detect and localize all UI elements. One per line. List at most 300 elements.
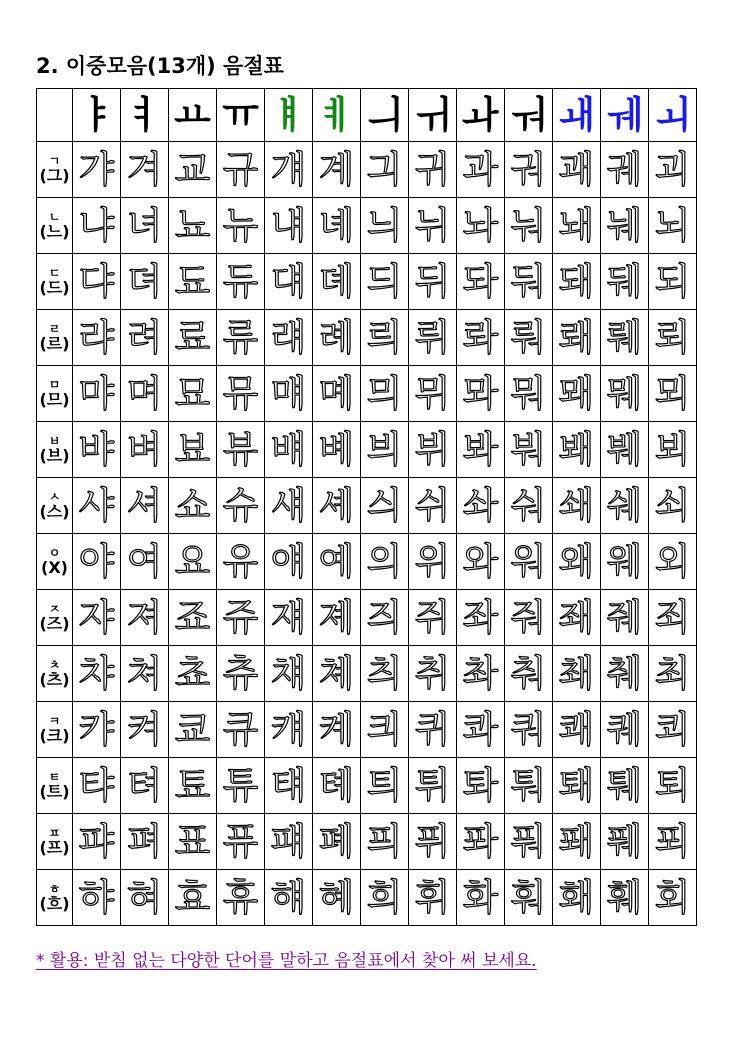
syllable-cell xyxy=(73,534,121,590)
syllable-outline: 예 xyxy=(318,540,355,583)
syllable-cell xyxy=(217,702,265,758)
syllable-cell xyxy=(169,590,217,646)
syllable-cell xyxy=(217,310,265,366)
consonant-jamo: ㅂ xyxy=(48,434,61,448)
syllable-cell xyxy=(601,310,649,366)
syllable-outline: 훠 xyxy=(510,876,547,919)
syllable-outline: 퓌 xyxy=(414,820,451,863)
consonant-jamo: ㅍ xyxy=(48,826,61,840)
syllable-cell xyxy=(313,310,361,366)
syllable-cell xyxy=(121,758,169,814)
syllable-cell xyxy=(553,646,601,702)
syllable-outline: 걔 xyxy=(270,148,307,191)
syllable-cell xyxy=(505,870,553,926)
vowel-header-cell xyxy=(121,89,169,142)
vowel-label: ㅚ xyxy=(654,93,691,137)
syllable-outline: 싀 xyxy=(366,484,403,527)
syllable-cell xyxy=(265,198,313,254)
consonant-row xyxy=(37,534,697,590)
syllable-outline: 취 xyxy=(414,652,451,695)
syllable-cell xyxy=(553,254,601,310)
syllable-cell xyxy=(601,478,649,534)
syllable-outline: 휴 xyxy=(222,876,259,919)
vowel-label: ㅑ xyxy=(78,93,115,137)
syllable-cell xyxy=(121,198,169,254)
syllable-outline: 뤄 xyxy=(510,316,547,359)
consonant-jamo: ㄷ xyxy=(48,266,61,280)
consonant-row xyxy=(37,646,697,702)
consonant-sound: (스) xyxy=(39,502,70,521)
syllable-outline: 톼 xyxy=(462,764,499,807)
syllable-outline: 퇘 xyxy=(558,764,595,807)
syllable-cell xyxy=(649,814,697,870)
syllable-outline: 퀘 xyxy=(606,708,643,751)
syllable-outline: 쟤 xyxy=(270,596,307,639)
syllable-outline: 화 xyxy=(462,876,499,919)
syllable-outline: 귀 xyxy=(414,148,451,191)
syllable-cell xyxy=(457,590,505,646)
vowel-header-cell xyxy=(553,89,601,142)
syllable-cell xyxy=(121,702,169,758)
consonant-jamo: ㅊ xyxy=(48,658,61,672)
consonant-sound: (프) xyxy=(39,838,70,857)
consonant-row xyxy=(37,702,697,758)
syllable-cell xyxy=(73,702,121,758)
syllable-cell xyxy=(73,478,121,534)
syllable-cell xyxy=(505,254,553,310)
syllable-cell xyxy=(601,590,649,646)
syllable-cell xyxy=(409,254,457,310)
vowel-header-cell xyxy=(457,89,505,142)
syllable-outline: 븨 xyxy=(366,428,403,471)
syllable-outline: 눠 xyxy=(510,204,547,247)
syllable-cell xyxy=(649,870,697,926)
syllable-outline: 뵈 xyxy=(654,428,691,471)
syllable-cell xyxy=(457,422,505,478)
syllable-outline: 됴 xyxy=(174,260,211,303)
syllable-cell xyxy=(409,198,457,254)
syllable-cell xyxy=(409,758,457,814)
syllable-outline: 쟈 xyxy=(78,596,115,639)
syllable-cell xyxy=(361,366,409,422)
syllable-outline: 과 xyxy=(462,148,499,191)
syllable-outline: 야 xyxy=(78,540,115,583)
usage-note: * 활용: 받침 없는 다양한 단어를 말하고 음절표에서 찾아 써 보세요. xyxy=(36,951,537,971)
syllable-cell xyxy=(361,814,409,870)
consonant-jamo: ㅈ xyxy=(48,602,61,616)
syllable-cell xyxy=(601,646,649,702)
syllable-outline: 뢔 xyxy=(558,316,595,359)
vowel-label: ㅒ xyxy=(270,93,307,137)
syllable-cell xyxy=(217,198,265,254)
syllable-cell xyxy=(121,478,169,534)
syllable-cell xyxy=(265,142,313,198)
syllable-outline: 례 xyxy=(318,316,355,359)
syllable-cell xyxy=(409,702,457,758)
syllable-cell xyxy=(361,758,409,814)
syllable-cell xyxy=(121,814,169,870)
syllable-cell xyxy=(409,870,457,926)
syllable-cell xyxy=(553,142,601,198)
syllable-outline: 긔 xyxy=(366,148,403,191)
syllable-outline: 효 xyxy=(174,876,211,919)
syllable-cell xyxy=(265,534,313,590)
syllable-cell xyxy=(601,366,649,422)
syllable-cell xyxy=(457,534,505,590)
syllable-outline: 갸 xyxy=(78,148,115,191)
syllable-outline: 혀 xyxy=(126,876,163,919)
syllable-outline: 챼 xyxy=(270,652,307,695)
consonant-header-cell xyxy=(37,254,73,310)
syllable-cell xyxy=(121,422,169,478)
syllable-cell xyxy=(169,478,217,534)
syllable-cell xyxy=(121,254,169,310)
syllable-outline: 퉤 xyxy=(606,764,643,807)
syllable-cell xyxy=(169,870,217,926)
syllable-outline: 돼 xyxy=(558,260,595,303)
vowel-header-cell xyxy=(505,89,553,142)
syllable-cell xyxy=(217,534,265,590)
consonant-sound: (X) xyxy=(41,558,68,577)
syllable-cell xyxy=(553,478,601,534)
syllable-outline: 숴 xyxy=(510,484,547,527)
syllable-outline: 푀 xyxy=(654,820,691,863)
syllable-outline: 류 xyxy=(222,316,259,359)
syllable-cell xyxy=(505,198,553,254)
syllable-outline: 쥬 xyxy=(222,596,259,639)
syllable-cell xyxy=(361,870,409,926)
syllable-cell xyxy=(313,254,361,310)
syllable-outline: 뷰 xyxy=(222,428,259,471)
consonant-header-cell xyxy=(37,702,73,758)
syllable-outline: 유 xyxy=(222,540,259,583)
syllable-cell xyxy=(313,142,361,198)
consonant-sound: (즈) xyxy=(39,614,70,633)
syllable-outline: 틔 xyxy=(366,764,403,807)
syllable-cell xyxy=(409,646,457,702)
syllable-outline: 쇼 xyxy=(174,484,211,527)
syllable-cell xyxy=(313,702,361,758)
page-title: 2. 이중모음(13개) 음절표 xyxy=(36,54,284,78)
vowel-label: ㅟ xyxy=(414,93,451,137)
syllable-outline: 괘 xyxy=(558,148,595,191)
consonant-header-cell xyxy=(37,422,73,478)
syllable-outline: 궤 xyxy=(606,148,643,191)
syllable-outline: 며 xyxy=(126,372,163,415)
syllable-outline: 툐 xyxy=(174,764,211,807)
syllable-outline: 뉘 xyxy=(414,204,451,247)
syllable-outline: 믜 xyxy=(366,372,403,415)
syllable-cell xyxy=(601,254,649,310)
consonant-header-cell xyxy=(37,142,73,198)
syllable-outline: 회 xyxy=(654,876,691,919)
syllable-cell xyxy=(121,590,169,646)
syllable-outline: 놰 xyxy=(558,204,595,247)
consonant-jamo: ㅇ xyxy=(48,546,61,560)
syllable-outline: 혜 xyxy=(318,876,355,919)
syllable-cell xyxy=(313,758,361,814)
syllable-cell xyxy=(313,366,361,422)
syllable-outline: 뫠 xyxy=(558,372,595,415)
syllable-cell xyxy=(217,422,265,478)
syllable-outline: 쇄 xyxy=(558,484,595,527)
syllable-cell xyxy=(649,254,697,310)
syllable-cell xyxy=(169,366,217,422)
syllable-outline: 교 xyxy=(174,148,211,191)
syllable-cell xyxy=(601,702,649,758)
syllable-outline: 풰 xyxy=(606,820,643,863)
syllable-cell xyxy=(553,422,601,478)
consonant-row xyxy=(37,310,697,366)
syllable-outline: 텨 xyxy=(126,764,163,807)
consonant-header-cell xyxy=(37,590,73,646)
syllable-outline: 픠 xyxy=(366,820,403,863)
syllable-outline: 뒈 xyxy=(606,260,643,303)
syllable-cell xyxy=(73,646,121,702)
syllable-cell xyxy=(553,534,601,590)
vowel-header-cell xyxy=(169,89,217,142)
syllable-cell xyxy=(361,478,409,534)
syllable-outline: 켸 xyxy=(318,708,355,751)
consonant-sound: (흐) xyxy=(39,894,70,913)
consonant-row xyxy=(37,142,697,198)
consonant-header-cell xyxy=(37,478,73,534)
syllable-outline: 최 xyxy=(654,652,691,695)
syllable-outline: 져 xyxy=(126,596,163,639)
syllable-outline: 먀 xyxy=(78,372,115,415)
syllable-outline: 섀 xyxy=(270,484,307,527)
syllable-outline: 켜 xyxy=(126,708,163,751)
syllable-cell xyxy=(409,590,457,646)
syllable-cell xyxy=(169,646,217,702)
syllable-cell xyxy=(169,254,217,310)
syllable-outline: 되 xyxy=(654,260,691,303)
syllable-outline: 좨 xyxy=(558,596,595,639)
syllable-table xyxy=(36,88,697,926)
syllable-outline: 뉴 xyxy=(222,204,259,247)
syllable-outline: 먜 xyxy=(270,372,307,415)
syllable-outline: 솨 xyxy=(462,484,499,527)
syllable-cell xyxy=(601,870,649,926)
syllable-outline: 튀 xyxy=(414,764,451,807)
syllable-outline: 죠 xyxy=(174,596,211,639)
syllable-outline: 뱨 xyxy=(270,428,307,471)
syllable-cell xyxy=(361,422,409,478)
vowel-header-cell xyxy=(217,89,265,142)
syllable-cell xyxy=(169,534,217,590)
syllable-cell xyxy=(457,814,505,870)
syllable-cell xyxy=(265,366,313,422)
syllable-cell xyxy=(73,758,121,814)
syllable-outline: 폐 xyxy=(318,820,355,863)
syllable-outline: 뫼 xyxy=(654,372,691,415)
consonant-sound: (크) xyxy=(39,726,70,745)
consonant-sound: (르) xyxy=(39,334,70,353)
syllable-outline: 겨 xyxy=(126,148,163,191)
syllable-cell xyxy=(505,590,553,646)
vowel-header-cell xyxy=(409,89,457,142)
syllable-outline: 퓨 xyxy=(222,820,259,863)
syllable-cell xyxy=(265,422,313,478)
syllable-cell xyxy=(505,478,553,534)
consonant-row xyxy=(37,366,697,422)
syllable-cell xyxy=(169,198,217,254)
syllable-outline: 봬 xyxy=(558,428,595,471)
syllable-outline: 뤼 xyxy=(414,316,451,359)
consonant-sound: (브) xyxy=(39,446,70,465)
syllable-outline: 계 xyxy=(318,148,355,191)
syllable-outline: 와 xyxy=(462,540,499,583)
syllable-outline: 묘 xyxy=(174,372,211,415)
syllable-cell xyxy=(361,310,409,366)
syllable-cell xyxy=(73,870,121,926)
syllable-outline: 콰 xyxy=(462,708,499,751)
syllable-cell xyxy=(169,758,217,814)
consonant-sound: (므) xyxy=(39,390,70,409)
consonant-jamo: ㅎ xyxy=(48,882,61,896)
syllable-cell xyxy=(313,198,361,254)
consonant-sound: (트) xyxy=(39,782,70,801)
syllable-outline: 늬 xyxy=(366,204,403,247)
vowel-header-cell xyxy=(649,89,697,142)
syllable-cell xyxy=(505,366,553,422)
syllable-cell xyxy=(217,758,265,814)
vowel-header-cell xyxy=(265,89,313,142)
syllable-cell xyxy=(457,758,505,814)
vowel-label: ㅛ xyxy=(174,93,211,137)
syllable-cell xyxy=(553,198,601,254)
syllable-outline: 햬 xyxy=(270,876,307,919)
syllable-outline: 쉬 xyxy=(414,484,451,527)
vowel-label: ㅘ xyxy=(462,93,499,137)
syllable-cell xyxy=(313,422,361,478)
syllable-cell xyxy=(601,142,649,198)
syllable-outline: 려 xyxy=(126,316,163,359)
syllable-outline: 워 xyxy=(510,540,547,583)
syllable-cell xyxy=(553,366,601,422)
syllable-cell xyxy=(553,702,601,758)
syllable-outline: 랴 xyxy=(78,316,115,359)
consonant-row xyxy=(37,198,697,254)
syllable-cell xyxy=(73,310,121,366)
consonant-jamo: ㅁ xyxy=(48,378,61,392)
consonant-header-cell xyxy=(37,366,73,422)
syllable-cell xyxy=(553,590,601,646)
syllable-outline: 좌 xyxy=(462,596,499,639)
syllable-cell xyxy=(601,814,649,870)
syllable-outline: 표 xyxy=(174,820,211,863)
syllable-cell xyxy=(649,702,697,758)
syllable-outline: 퇴 xyxy=(654,764,691,807)
syllable-cell xyxy=(409,478,457,534)
syllable-cell xyxy=(649,590,697,646)
consonant-jamo: ㅅ xyxy=(48,490,61,504)
syllable-cell xyxy=(169,702,217,758)
consonant-sound: (드) xyxy=(39,278,70,297)
syllable-cell xyxy=(121,142,169,198)
syllable-outline: 쿄 xyxy=(174,708,211,751)
syllable-cell xyxy=(457,702,505,758)
syllable-outline: 롸 xyxy=(462,316,499,359)
consonant-header-cell xyxy=(37,758,73,814)
syllable-outline: 즤 xyxy=(366,596,403,639)
syllable-outline: 쇠 xyxy=(654,484,691,527)
syllable-outline: 규 xyxy=(222,148,259,191)
syllable-cell xyxy=(265,310,313,366)
consonant-row xyxy=(37,758,697,814)
syllable-outline: 쉐 xyxy=(606,484,643,527)
syllable-outline: 퐈 xyxy=(462,820,499,863)
syllable-cell xyxy=(361,142,409,198)
syllable-outline: 둬 xyxy=(510,260,547,303)
syllable-cell xyxy=(361,534,409,590)
syllable-cell xyxy=(265,254,313,310)
syllable-cell xyxy=(457,310,505,366)
syllable-cell xyxy=(457,142,505,198)
syllable-outline: 뇌 xyxy=(654,204,691,247)
syllable-outline: 몌 xyxy=(318,372,355,415)
syllable-outline: 쥐 xyxy=(414,596,451,639)
syllable-outline: 퍄 xyxy=(78,820,115,863)
syllable-outline: 댜 xyxy=(78,260,115,303)
syllable-cell xyxy=(361,254,409,310)
syllable-outline: 줴 xyxy=(606,596,643,639)
syllable-cell xyxy=(361,590,409,646)
syllable-cell xyxy=(505,758,553,814)
syllable-outline: 뫄 xyxy=(462,372,499,415)
syllable-outline: 돠 xyxy=(462,260,499,303)
syllable-outline: 죄 xyxy=(654,596,691,639)
syllable-outline: 얘 xyxy=(270,540,307,583)
syllable-cell xyxy=(505,142,553,198)
syllable-outline: 퀴 xyxy=(414,708,451,751)
syllable-cell xyxy=(265,590,313,646)
syllable-outline: 외 xyxy=(654,540,691,583)
syllable-cell xyxy=(505,702,553,758)
syllable-cell xyxy=(265,478,313,534)
syllable-outline: 뮤 xyxy=(222,372,259,415)
syllable-cell xyxy=(553,310,601,366)
vowel-header-cell xyxy=(313,89,361,142)
syllable-cell xyxy=(217,254,265,310)
syllable-outline: 휘 xyxy=(414,876,451,919)
consonant-jamo: ㅋ xyxy=(48,714,61,728)
syllable-cell xyxy=(505,534,553,590)
syllable-cell xyxy=(601,534,649,590)
vowel-header-row xyxy=(37,89,697,142)
syllable-cell xyxy=(553,758,601,814)
vowel-label: ㅞ xyxy=(606,93,643,137)
syllable-outline: 뭬 xyxy=(606,372,643,415)
consonant-sound: (느) xyxy=(39,222,70,241)
syllable-outline: 듸 xyxy=(366,260,403,303)
syllable-cell xyxy=(217,646,265,702)
syllable-cell xyxy=(409,814,457,870)
syllable-cell xyxy=(73,142,121,198)
syllable-outline: 촤 xyxy=(462,652,499,695)
vowel-label: ㅠ xyxy=(222,93,259,137)
syllable-cell xyxy=(313,534,361,590)
syllable-outline: 뎨 xyxy=(318,260,355,303)
corner-cell xyxy=(37,89,73,142)
syllable-outline: 여 xyxy=(126,540,163,583)
syllable-outline: 뎌 xyxy=(126,260,163,303)
consonant-header-cell xyxy=(37,870,73,926)
syllable-cell xyxy=(409,142,457,198)
consonant-row xyxy=(37,870,697,926)
syllable-cell xyxy=(505,422,553,478)
syllable-outline: 슈 xyxy=(222,484,259,527)
